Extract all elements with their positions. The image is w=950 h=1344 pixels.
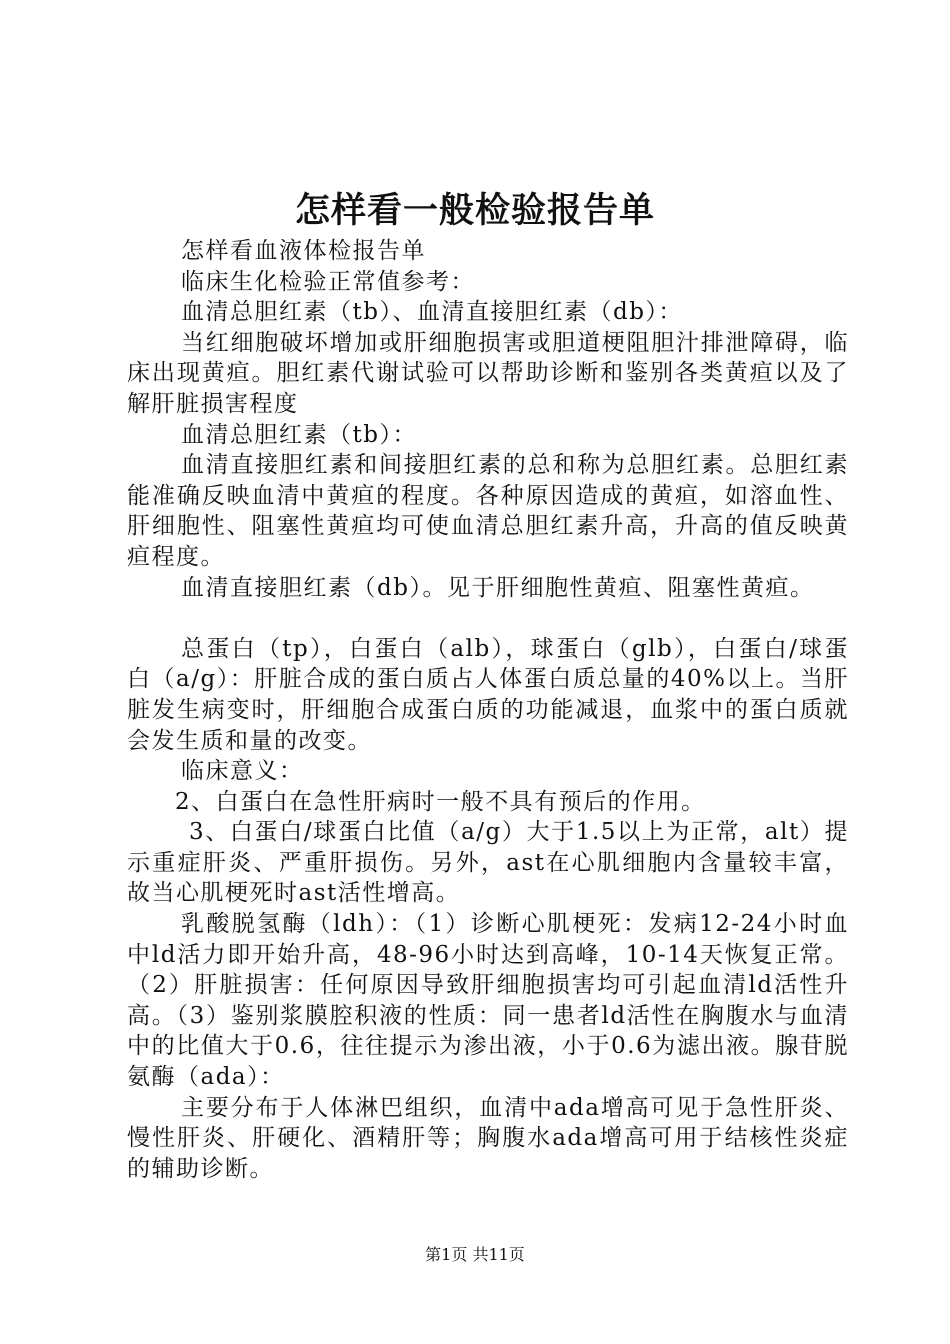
paragraph-item-3: 3、白蛋白/球蛋白比值（a/g）大于1.5以上为正常，alt）提示重症肝炎、严重肝损伤。另外，ast在心肌细胞内含量较丰富，故当心肌梗死时ast活性增高。: [127, 819, 849, 907]
paragraph-bilirubin-heading: 血清总胆红素（tb）、血清直接胆红素（db）：: [181, 299, 683, 326]
paragraph-bilirubin-intro: 当红细胞破坏增加或肝细胞损害或胆道梗阻胆汁排泄障碍，临床出现黄疸。胆红素代谢试验可以帮助诊断和鉴别各类黄疸以及了解肝脏损害程度: [127, 329, 849, 417]
paragraph-subtitle: 怎样看血液体检报告单: [181, 238, 426, 264]
paragraph-item-2: 2、白蛋白在急性肝病时一般不具有预后的作用。: [175, 788, 706, 815]
document-body: [127, 236, 849, 1184]
paragraph-ada: 主要分布于人体淋巴组织，血清中ada增高可见于急性肝炎、慢性肝炎、肝硬化、酒精肝等；胸腹水ada增高可用于结核性炎症的辅助诊断。: [127, 1094, 849, 1182]
paragraph-tb-heading: 血清总胆红素（tb）：: [181, 421, 417, 448]
paragraph-db-description: 血清直接胆红素（db）。见于肝细胞性黄疸、阻塞性黄疸。: [181, 574, 815, 601]
page-title: 怎样看一般检验报告单: [294, 190, 655, 231]
paragraph-clinical-heading: 临床意义：: [181, 758, 304, 785]
page-footer: 第1页 共11页: [425, 1245, 525, 1264]
paragraph-tb-description: 血清直接胆红素和间接胆红素的总和称为总胆红素。总胆红素能准确反映血清中黄疸的程度。各种原因造成的黄疸，如溶血性、肝细胞性、阻塞性黄疸均可使血清总胆红素升高，升高的值反映黄疸程度。: [127, 452, 849, 570]
paragraph-reference-heading: 临床生化检验正常值参考：: [181, 268, 475, 295]
paragraph-ldh: 乳酸脱氢酶（ldh）：（1）诊断心肌梗死：发病12-24小时血中ld活力即开始升高，48-96小时达到高峰，10-14天恢复正常。（2）肝脏损害：任何原因导致肝细胞损害均可引起血清ld活性升高。（3）鉴别浆膜腔积液的性质：同一患者ld活性在胸腹水与血清中的比值大于0.6，往往提示为渗出液，小于0.6为滤出液。腺苷脱氨酶（ada）：: [127, 911, 849, 1091]
blank-line: [127, 603, 849, 634]
paragraph-protein: 总蛋白（tp），白蛋白（alb），球蛋白（glb），白蛋白/球蛋白（a/g）：肝脏合成的蛋白质占人体蛋白质总量的40%以上。当肝脏发生病变时，肝细胞合成蛋白质的功能减退，血浆中的蛋白质就会发生质和量的改变。: [127, 635, 849, 754]
